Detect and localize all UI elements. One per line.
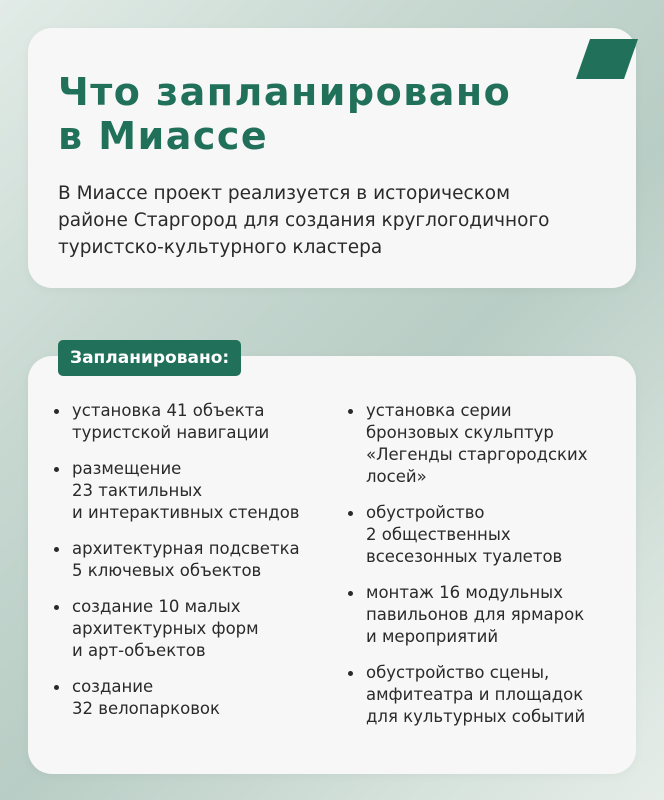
list-item-line: 5 ключевых объектов [72, 561, 262, 580]
list-item-line: амфитеатра и площадок [366, 685, 584, 704]
list-item-line: всесезонных туалетов [366, 547, 563, 566]
intro-line: В Миассе проект реализуется в историческом [58, 183, 511, 204]
list-item-line: установка 41 объекта [72, 401, 265, 420]
list-item-line: и мероприятий [366, 627, 499, 646]
planned-list-left [50, 400, 340, 734]
list-item-line: и интерактивных стендов [72, 503, 300, 522]
page-title-line: в Миассе [58, 114, 269, 158]
list-item [344, 400, 636, 488]
list-item-line: для культурных событий [366, 707, 586, 726]
intro-text [58, 180, 606, 261]
list-item-line: «Легенды старгородских [366, 445, 588, 464]
list-item-line: туристской навигации [72, 423, 270, 442]
list-item-line: бронзовых скульптур [366, 423, 554, 442]
list-item [344, 502, 636, 568]
list-item-line: 23 тактильных [72, 481, 203, 500]
page-title [58, 70, 511, 158]
list-item-line: архитектурная подсветка [72, 539, 300, 558]
list-item-line: размещение [72, 459, 182, 478]
list-item-line: обустройство сцены, [366, 663, 550, 682]
list-item [50, 458, 340, 524]
planned-badge: Запланировано: [58, 340, 241, 376]
list-item-line: лосей» [366, 467, 427, 486]
list-item-line: павильонов для ярмарок [366, 605, 585, 624]
list-item [344, 582, 636, 648]
intro-line: районе Старгород для создания круглогодичного [58, 210, 550, 231]
list-item-line: монтаж 16 модульных [366, 583, 563, 602]
list-item-line: создание [72, 677, 154, 696]
list-item [50, 596, 340, 662]
planned-list-right [344, 400, 636, 742]
list-item [50, 676, 340, 720]
intro-card [28, 28, 636, 288]
list-item [50, 538, 340, 582]
list-item-line: обустройство [366, 503, 485, 522]
list-item-line: создание 10 малых [72, 597, 241, 616]
intro-line: туристско-культурного кластера [58, 237, 383, 258]
list-item-line: 32 велопарковок [72, 699, 220, 718]
list-item-line: установка серии [366, 401, 512, 420]
list-item-line: архитектурных форм [72, 619, 259, 638]
accent-parallelogram-icon [576, 39, 638, 79]
list-item [344, 662, 636, 728]
list-item-line: и арт-объектов [72, 641, 206, 660]
page-title-line: Что запланировано [58, 70, 512, 114]
list-item [50, 400, 340, 444]
list-item-line: 2 общественных [366, 525, 511, 544]
